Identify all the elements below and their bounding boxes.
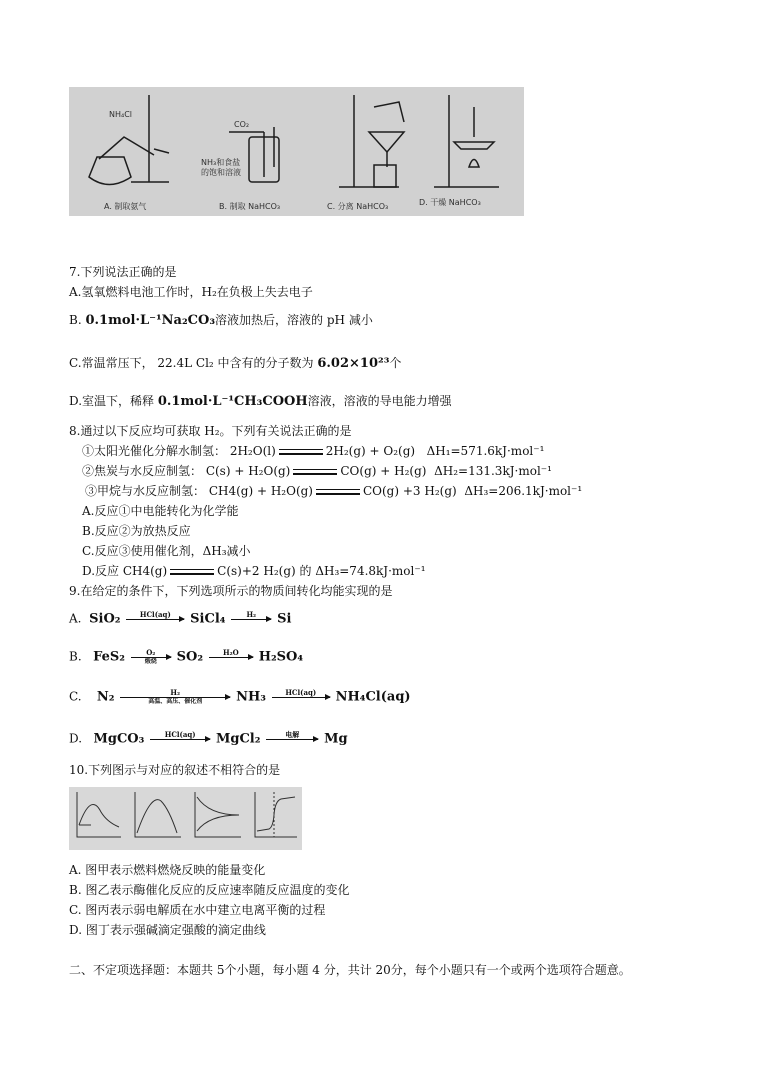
q10-graphs-image <box>69 787 302 850</box>
q8-option-a: A.反应①中电能转化为化学能 <box>82 504 239 518</box>
q8-option-c: C.反应③使用催化剂，ΔH₃减小 <box>82 544 251 558</box>
q7-option-c: C.常温常压下， 22.4L Cl₂ 中含有的分子数为 6.02×10²³个 <box>69 356 402 371</box>
q10-graphs-drawing <box>69 787 302 850</box>
q9-option-b: B. FeS₂ O₂ 煅烧 SO₂ H₂O H₂SO₄ <box>69 648 304 666</box>
q9-option-c: C. N₂ H₂ 高温、高压、催化剂 NH₃ HCl(aq) NH₄Cl(aq) <box>69 688 411 706</box>
q8-option-d: D.反应 CH4(g) C(s)+2 H₂(g) 的 ΔH₃=74.8kJ·mol⁻¹ <box>82 564 426 578</box>
annotation-nh3-1: NH₃和食盐 <box>201 158 241 167</box>
equilibrium-sign <box>316 488 360 496</box>
q7-stem: 7.下列说法正确的是 <box>69 265 177 279</box>
annotation-nh3-2: 的饱和溶液 <box>201 168 241 177</box>
q8-option-b: B.反应②为放热反应 <box>82 524 191 538</box>
label-d: D. 干燥 NaHCO₃ <box>419 198 481 207</box>
q10-option-c: C. 图丙表示弱电解质在水中建立电离平衡的过程 <box>69 903 326 917</box>
q7-d-formula: 0.1mol·L⁻¹CH₃COOH <box>157 394 308 409</box>
annotation-nh4cl: NH₄Cl <box>109 110 133 119</box>
q7-b-formula: 0.1mol·L⁻¹Na₂CO₃ <box>85 313 216 328</box>
q7-option-a: A.氢氧燃料电池工作时，H₂在负极上失去电子 <box>69 285 313 299</box>
label-b: B. 制取 NaHCO₃ <box>219 202 281 211</box>
q10-option-a: A. 图甲表示燃料燃烧反映的能量变化 <box>69 863 266 877</box>
q9-stem: 9.在给定的条件下，下列选项所示的物质间转化均能实现的是 <box>69 584 393 598</box>
q10-stem: 10.下列图示与对应的叙述不相符合的是 <box>69 763 281 777</box>
q9-option-d: D. MgCO₃ HCl(aq) MgCl₂ 电解 Mg <box>69 730 348 747</box>
q9-option-a: A. SiO₂ HCl(aq) SiCl₄ H₂ Si <box>69 610 292 627</box>
label-a: A. 制取氨气 <box>104 202 147 211</box>
q7-c-formula: 6.02×10²³ <box>317 356 390 371</box>
q8-reaction-2: ②焦炭与水反应制氢： C(s) + H₂O(g) CO(g) + H₂(g) ΔH₂=131.3kJ·mol⁻¹ <box>82 464 552 478</box>
q10-option-b: B. 图乙表示酶催化反应的反应速率随反应温度的变化 <box>69 883 350 897</box>
q7-option-b: B. 0.1mol·L⁻¹Na₂CO₃溶液加热后，溶液的 pH 减小 <box>69 313 373 328</box>
q8-stem: 8.通过以下反应均可获取 H₂。下列有关说法正确的是 <box>69 424 352 438</box>
equilibrium-sign <box>293 468 337 476</box>
section-2-heading: 二、不定项选择题：本题共 5个小题，每小题 4 分，共计 20分，每个小题只有一个或两个选项符合题意。 <box>69 963 631 977</box>
annotation-co2: CO₂ <box>234 120 250 129</box>
apparatus-image <box>69 87 524 216</box>
apparatus-drawing <box>69 87 524 216</box>
q8-reaction-3: ③甲烷与水反应制氢： CH4(g) + H₂O(g) CO(g) +3 H₂(g) ΔH₃=206.1kJ·mol⁻¹ <box>85 484 583 498</box>
q7-option-d: D.室温下，稀释 0.1mol·L⁻¹CH₃COOH溶液，溶液的导电能力增强 <box>69 394 452 409</box>
equilibrium-sign <box>170 568 214 576</box>
q8-reaction-1: ①太阳光催化分解水制氢： 2H₂O(l) 2H₂(g) + O₂(g) ΔH₁=571.6kJ·mol⁻¹ <box>82 444 545 458</box>
equilibrium-sign <box>279 448 323 456</box>
label-c: C. 分离 NaHCO₃ <box>327 202 389 211</box>
q10-option-d: D. 图丁表示强碱滴定强酸的滴定曲线 <box>69 923 266 937</box>
